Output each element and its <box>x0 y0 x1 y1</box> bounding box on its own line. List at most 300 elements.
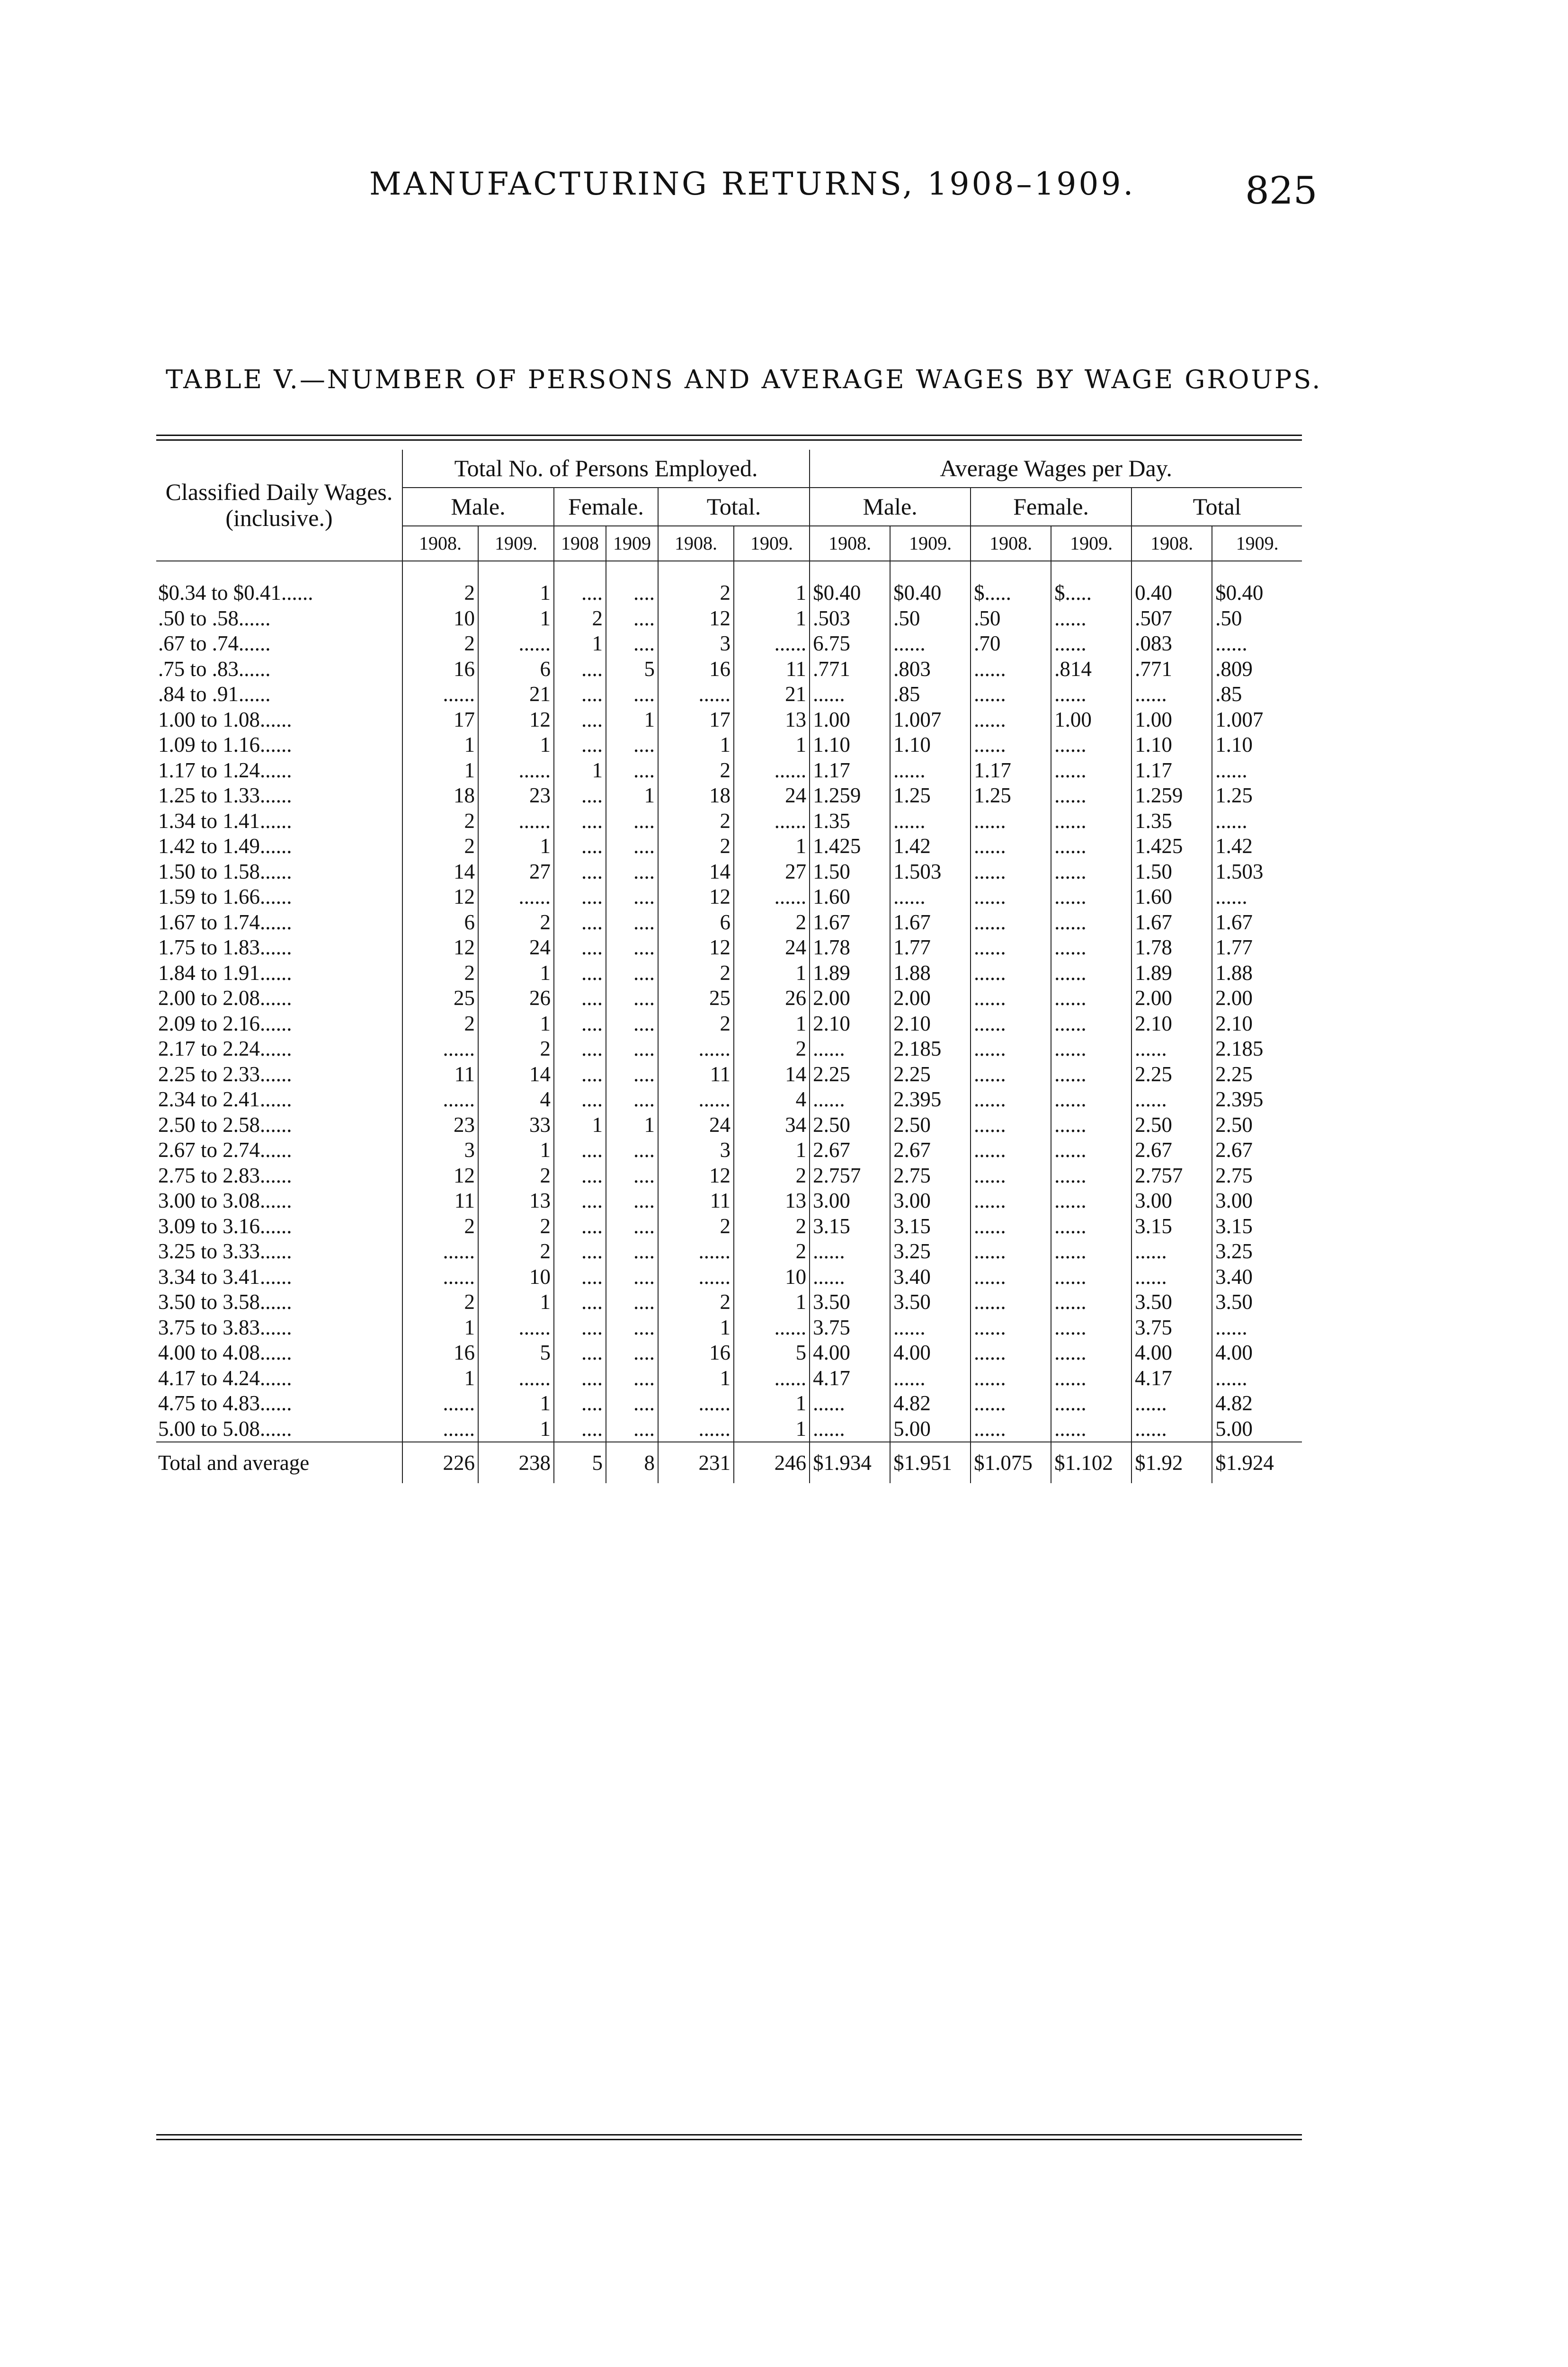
wage-range-cell: $0.34 to $0.41...... <box>158 581 313 605</box>
table-cell: 1 <box>402 732 478 758</box>
table-cell: 2.50 <box>1131 1112 1212 1138</box>
table-cell: 3.00 <box>1131 1188 1212 1214</box>
table-cell: ...... <box>1051 758 1131 783</box>
table-cell: $1.075 <box>971 1442 1051 1483</box>
table-row <box>156 631 1302 657</box>
table-cell: 12 <box>658 606 734 632</box>
table-cell: ...... <box>478 809 554 834</box>
table-row <box>156 859 1302 885</box>
table-cell: $1.951 <box>890 1442 971 1483</box>
table-cell: 2.50 <box>890 1112 971 1138</box>
table-row <box>156 682 1302 707</box>
table-cell: 1.42 <box>1212 834 1302 859</box>
table-cell: ...... <box>890 1315 971 1341</box>
wage-range-cell: 4.17 to 4.24...... <box>158 1366 292 1390</box>
table-cell: 2 <box>658 580 734 606</box>
table-cell: ...... <box>658 1036 734 1062</box>
table-cell: .... <box>554 935 606 961</box>
table-cell: 1 <box>554 631 606 657</box>
table-cell: ...... <box>1051 910 1131 935</box>
table-cell: 4.00 <box>1212 1340 1302 1366</box>
table-cell: 2.00 <box>1131 986 1212 1011</box>
table-cell: .771 <box>810 657 890 682</box>
table-cell: ...... <box>1212 1366 1302 1391</box>
table-cell: .... <box>554 1416 606 1442</box>
table-cell: ...... <box>658 1391 734 1416</box>
table-row <box>156 809 1302 834</box>
table-cell: 1.25 <box>890 783 971 809</box>
table-cell: ...... <box>971 884 1051 910</box>
table-cell: ...... <box>890 809 971 834</box>
table-cell: 2.67 <box>1131 1138 1212 1163</box>
table-row <box>156 1087 1302 1112</box>
table-cell: ...... <box>1212 631 1302 657</box>
year-header: 1908. <box>1131 526 1212 561</box>
table-cell: $0.40 <box>890 580 971 606</box>
table-cell: 3.00 <box>1212 1188 1302 1214</box>
table-cell: 4.17 <box>810 1366 890 1391</box>
table-cell: ...... <box>971 1366 1051 1391</box>
table-cell: 5 <box>478 1340 554 1366</box>
table-cell: ...... <box>971 961 1051 986</box>
year-header: 1908 <box>554 526 606 561</box>
table-cell: ...... <box>1212 1315 1302 1341</box>
table-cell: 4.00 <box>810 1340 890 1366</box>
table-top-rule-2 <box>156 439 1302 441</box>
table-cell: 2.10 <box>890 1011 971 1037</box>
table-row <box>156 834 1302 859</box>
table-cell: 25 <box>658 986 734 1011</box>
table-cell: 1.425 <box>810 834 890 859</box>
table-cell: 18 <box>402 783 478 809</box>
table-cell: 2 <box>402 631 478 657</box>
table-cell: 1 <box>658 1366 734 1391</box>
table-cell: ...... <box>734 1366 810 1391</box>
table-cell: 25 <box>402 986 478 1011</box>
table-cell: 10 <box>734 1264 810 1290</box>
table-cell: 2.75 <box>890 1163 971 1189</box>
table-cell: 1.77 <box>890 935 971 961</box>
header-male-wages: Male. <box>810 488 971 526</box>
table-cell: 1.42 <box>890 834 971 859</box>
table-cell: ...... <box>734 809 810 834</box>
table-cell: .... <box>554 834 606 859</box>
table-row <box>156 1315 1302 1341</box>
wage-range-cell: 1.75 to 1.83...... <box>158 935 292 959</box>
table-cell: .... <box>554 1214 606 1239</box>
table-cell: 1.10 <box>810 732 890 758</box>
table-cell: 1.50 <box>1131 859 1212 885</box>
table-cell: ...... <box>971 1062 1051 1087</box>
table-cell: 2 <box>402 809 478 834</box>
table-cell: .... <box>554 1036 606 1062</box>
table-cell: .... <box>606 1036 658 1062</box>
table-cell: ...... <box>1051 834 1131 859</box>
table-cell: ...... <box>971 859 1051 885</box>
table-cell: .... <box>606 961 658 986</box>
wage-table <box>156 450 1302 1483</box>
table-top-rule <box>156 435 1302 436</box>
table-row <box>156 1036 1302 1062</box>
table-cell: .... <box>554 1087 606 1112</box>
table-row <box>156 1138 1302 1163</box>
table-cell: 1.259 <box>1131 783 1212 809</box>
table-cell: 2 <box>658 1214 734 1239</box>
table-cell: 1 <box>606 1112 658 1138</box>
table-cell: 2.395 <box>1212 1087 1302 1112</box>
wage-range-cell: 1.09 to 1.16...... <box>158 733 292 756</box>
table-cell: ...... <box>734 1315 810 1341</box>
table-cell: 26 <box>478 986 554 1011</box>
table-cell: 1.60 <box>1131 884 1212 910</box>
table-cell: 5.00 <box>1212 1416 1302 1442</box>
table-cell: 2.00 <box>1212 986 1302 1011</box>
table-cell: 1.67 <box>810 910 890 935</box>
table-cell: ...... <box>1051 1138 1131 1163</box>
table-cell: ...... <box>971 935 1051 961</box>
table-cell: 5 <box>606 657 658 682</box>
table-cell: .50 <box>971 606 1051 632</box>
table-cell: 2.25 <box>1212 1062 1302 1087</box>
table-cell: 2 <box>734 910 810 935</box>
table-cell: ...... <box>971 1188 1051 1214</box>
table-cell: 1 <box>478 1416 554 1442</box>
table-cell: ...... <box>971 1391 1051 1416</box>
table-cell: .... <box>554 707 606 733</box>
table-cell: 2 <box>478 1239 554 1264</box>
table-cell: 23 <box>402 1112 478 1138</box>
table-cell: ...... <box>890 631 971 657</box>
table-cell: 2 <box>658 758 734 783</box>
wage-range-cell: 1.00 to 1.08...... <box>158 707 292 731</box>
table-cell: ...... <box>810 1036 890 1062</box>
table-cell: 1.60 <box>810 884 890 910</box>
table-cell: ...... <box>1051 682 1131 707</box>
table-cell: 2.25 <box>890 1062 971 1087</box>
table-cell: 12 <box>402 1163 478 1189</box>
table-cell: ...... <box>658 1087 734 1112</box>
table-cell: 1 <box>554 1112 606 1138</box>
table-cell: 1.503 <box>890 859 971 885</box>
table-cell: .... <box>554 1163 606 1189</box>
table-cell: ...... <box>1051 1062 1131 1087</box>
table-cell: ...... <box>1051 1163 1131 1189</box>
table-cell: 24 <box>478 935 554 961</box>
table-cell: 2 <box>658 809 734 834</box>
table-cell: ...... <box>1051 1416 1131 1442</box>
table-cell: ...... <box>890 1366 971 1391</box>
table-cell: ...... <box>971 809 1051 834</box>
table-cell: 16 <box>402 1340 478 1366</box>
table-cell: 4.82 <box>1212 1391 1302 1416</box>
table-cell: .814 <box>1051 657 1131 682</box>
table-cell: 18 <box>658 783 734 809</box>
table-cell: ...... <box>971 1290 1051 1315</box>
table-cell: .... <box>606 682 658 707</box>
table-cell: ...... <box>478 758 554 783</box>
table-cell: 17 <box>402 707 478 733</box>
table-cell: 1 <box>734 1011 810 1037</box>
table-cell: 5.00 <box>890 1416 971 1442</box>
table-cell: ...... <box>890 884 971 910</box>
wage-range-cell: 4.75 to 4.83...... <box>158 1391 292 1415</box>
table-cell: ...... <box>1051 935 1131 961</box>
table-cell: 3.50 <box>810 1290 890 1315</box>
table-cell: 2.50 <box>810 1112 890 1138</box>
table-cell: 1.00 <box>1051 707 1131 733</box>
table-cell: ...... <box>1131 682 1212 707</box>
table-cell: ...... <box>1051 809 1131 834</box>
table-cell: ...... <box>971 657 1051 682</box>
table-cell: 1 <box>402 758 478 783</box>
year-header: 1908. <box>971 526 1051 561</box>
table-cell: .... <box>554 1138 606 1163</box>
table-cell: 2 <box>658 961 734 986</box>
wage-range-cell: 2.00 to 2.08...... <box>158 986 292 1010</box>
year-header: 1909. <box>1212 526 1302 561</box>
table-cell: 2.67 <box>1212 1138 1302 1163</box>
wage-range-cell: .75 to .83...... <box>158 657 271 681</box>
table-cell: 2.185 <box>890 1036 971 1062</box>
table-cell: .... <box>606 1087 658 1112</box>
table-cell: ...... <box>971 1138 1051 1163</box>
table-cell: .... <box>606 758 658 783</box>
table-cell: 2.10 <box>810 1011 890 1037</box>
table-cell: 2 <box>734 1239 810 1264</box>
table-cell: ...... <box>971 1264 1051 1290</box>
table-cell: 2 <box>402 1290 478 1315</box>
table-row <box>156 961 1302 986</box>
table-cell: .... <box>554 732 606 758</box>
table-cell: 8 <box>606 1442 658 1483</box>
table-cell: 3 <box>402 1138 478 1163</box>
table-cell: 3.25 <box>890 1239 971 1264</box>
wage-range-cell: 2.17 to 2.24...... <box>158 1037 292 1060</box>
table-cell: ...... <box>971 1036 1051 1062</box>
table-cell: .... <box>606 732 658 758</box>
table-cell: 12 <box>478 707 554 733</box>
table-cell: 4 <box>734 1087 810 1112</box>
table-cell: 1.50 <box>810 859 890 885</box>
table-cell: ...... <box>1131 1239 1212 1264</box>
table-cell: 1.10 <box>1212 732 1302 758</box>
year-header: 1908. <box>810 526 890 561</box>
table-cell: 16 <box>402 657 478 682</box>
table-cell: 1 <box>478 1290 554 1315</box>
table-cell: ...... <box>971 1163 1051 1189</box>
table-cell: 2 <box>402 961 478 986</box>
table-cell: 10 <box>402 606 478 632</box>
table-cell: 1 <box>734 580 810 606</box>
table-cell: 1.35 <box>1131 809 1212 834</box>
table-cell: 2 <box>734 1214 810 1239</box>
table-cell: 1.88 <box>1212 961 1302 986</box>
table-cell: 4.00 <box>1131 1340 1212 1366</box>
table-cell: ...... <box>402 1264 478 1290</box>
table-cell: 33 <box>478 1112 554 1138</box>
table-cell: ...... <box>971 1340 1051 1366</box>
wage-range-cell: 1.67 to 1.74...... <box>158 910 292 934</box>
year-header: 1909 <box>606 526 658 561</box>
table-cell: 11 <box>402 1062 478 1087</box>
table-cell: 16 <box>658 1340 734 1366</box>
table-cell: .... <box>554 1011 606 1037</box>
table-cell: $..... <box>971 580 1051 606</box>
table-cell: .... <box>554 809 606 834</box>
table-cell: ...... <box>1051 1011 1131 1037</box>
table-cell: ...... <box>658 1264 734 1290</box>
table-cell: ...... <box>810 1239 890 1264</box>
table-cell: ...... <box>402 1036 478 1062</box>
page-header <box>0 161 1568 213</box>
table-cell: 12 <box>658 884 734 910</box>
table-cell: 2.757 <box>1131 1163 1212 1189</box>
table-cell: ...... <box>1051 1214 1131 1239</box>
table-row <box>156 657 1302 682</box>
table-cell: 1.78 <box>810 935 890 961</box>
table-cell: ...... <box>971 986 1051 1011</box>
table-cell: .... <box>606 834 658 859</box>
table-cell: 6 <box>402 910 478 935</box>
table-cell: ...... <box>810 1264 890 1290</box>
table-row <box>156 1391 1302 1416</box>
table-cell: 1 <box>478 1011 554 1037</box>
table-cell: 1.00 <box>810 707 890 733</box>
table-cell: 2.67 <box>890 1138 971 1163</box>
table-cell: 3.25 <box>1212 1239 1302 1264</box>
table-cell: .... <box>554 1264 606 1290</box>
table-cell: 24 <box>734 935 810 961</box>
table-cell: .... <box>554 859 606 885</box>
table-cell: .503 <box>810 606 890 632</box>
table-cell: 1 <box>658 1315 734 1341</box>
table-cell: .... <box>554 1239 606 1264</box>
table-cell: 1.89 <box>810 961 890 986</box>
table-cell: ...... <box>1131 1391 1212 1416</box>
table-cell: ...... <box>1051 1366 1131 1391</box>
table-cell: ...... <box>1051 1239 1131 1264</box>
table-body <box>156 561 1302 1483</box>
table-cell: 11 <box>658 1188 734 1214</box>
table-cell: .... <box>606 1315 658 1341</box>
header-persons-employed: Total No. of Persons Employed. <box>402 450 810 488</box>
table-cell: .... <box>554 961 606 986</box>
table-cell: 1.007 <box>890 707 971 733</box>
table-cell: 4.17 <box>1131 1366 1212 1391</box>
total-row <box>156 1442 1302 1483</box>
table-cell: ...... <box>1051 732 1131 758</box>
table-cell: .... <box>606 884 658 910</box>
table-cell: .... <box>606 1011 658 1037</box>
wage-range-cell: 1.84 to 1.91...... <box>158 961 292 985</box>
table-cell: 1 <box>606 783 658 809</box>
table-cell: 6.75 <box>810 631 890 657</box>
table-cell: .85 <box>1212 682 1302 707</box>
table-cell: ...... <box>971 1239 1051 1264</box>
table-cell: .... <box>554 986 606 1011</box>
spacer-row <box>156 561 1302 580</box>
table-cell: 1 <box>402 1315 478 1341</box>
table-cell: 1.25 <box>971 783 1051 809</box>
table-cell: .... <box>606 1138 658 1163</box>
table-cell: 2 <box>658 1290 734 1315</box>
wage-range-cell: 3.75 to 3.83...... <box>158 1315 292 1339</box>
table-cell: ...... <box>1051 606 1131 632</box>
header-female-wages: Female. <box>971 488 1131 526</box>
table-cell: 2.10 <box>1212 1011 1302 1037</box>
table-cell: .... <box>606 606 658 632</box>
table-cell: 3.50 <box>1131 1290 1212 1315</box>
table-cell: ...... <box>971 682 1051 707</box>
table-cell: 1 <box>734 1391 810 1416</box>
year-header: 1908. <box>402 526 478 561</box>
table-cell: .... <box>606 809 658 834</box>
table-cell: 2.67 <box>810 1138 890 1163</box>
table-cell: 1 <box>554 758 606 783</box>
table-cell: ...... <box>402 1087 478 1112</box>
table-cell: 3.40 <box>890 1264 971 1290</box>
wage-range-cell: .84 to .91...... <box>158 682 271 706</box>
table-cell: .... <box>606 1163 658 1189</box>
table-cell: 2.185 <box>1212 1036 1302 1062</box>
wage-range-cell: 2.50 to 2.58...... <box>158 1112 292 1137</box>
wage-range-cell: 1.42 to 1.49...... <box>158 834 292 858</box>
table-row <box>156 1062 1302 1087</box>
wage-range-cell: 1.50 to 1.58...... <box>158 859 292 883</box>
table-cell: 1 <box>402 1366 478 1391</box>
table-cell: .... <box>554 1366 606 1391</box>
wage-range-cell: 2.25 to 2.33...... <box>158 1062 292 1086</box>
table-cell: 246 <box>734 1442 810 1483</box>
wage-range-cell: 3.09 to 3.16...... <box>158 1214 292 1238</box>
table-cell: $1.102 <box>1051 1442 1131 1483</box>
table-cell: 3.15 <box>1212 1214 1302 1239</box>
table-cell: 1.67 <box>1212 910 1302 935</box>
table-cell: ...... <box>1051 986 1131 1011</box>
table-cell: 1.89 <box>1131 961 1212 986</box>
table-cell: 11 <box>734 657 810 682</box>
table-cell: .... <box>554 910 606 935</box>
table-cell: ...... <box>971 834 1051 859</box>
wage-range-cell: 1.34 to 1.41...... <box>158 809 292 833</box>
table-cell: ...... <box>810 1391 890 1416</box>
table-row <box>156 1290 1302 1315</box>
table-cell: ...... <box>734 631 810 657</box>
table-cell: .... <box>554 1062 606 1087</box>
table-cell: 10 <box>478 1264 554 1290</box>
wage-range-cell: 3.25 to 3.33...... <box>158 1239 292 1263</box>
table-cell: .85 <box>890 682 971 707</box>
table-cell: 14 <box>658 859 734 885</box>
table-cell: .... <box>554 682 606 707</box>
page-number: 825 <box>1245 169 1318 213</box>
table-cell: $1.92 <box>1131 1442 1212 1483</box>
table-cell: .... <box>554 1340 606 1366</box>
table-title: TABLE V.—NUMBER OF PERSONS AND AVERAGE WAGES BY WAGE GROUPS. <box>166 365 1322 394</box>
year-header: 1909. <box>890 526 971 561</box>
table-cell: .... <box>554 1391 606 1416</box>
table-cell: 3.75 <box>1131 1315 1212 1341</box>
table-cell: ...... <box>1051 1340 1131 1366</box>
table-cell: 2.50 <box>1212 1112 1302 1138</box>
table-cell: 11 <box>402 1188 478 1214</box>
table-row <box>156 606 1302 632</box>
wage-range-cell: 2.34 to 2.41...... <box>158 1087 292 1111</box>
table-cell: 1 <box>658 732 734 758</box>
table-cell: 13 <box>478 1188 554 1214</box>
table-cell: 2.25 <box>1131 1062 1212 1087</box>
table-cell: ...... <box>1051 884 1131 910</box>
